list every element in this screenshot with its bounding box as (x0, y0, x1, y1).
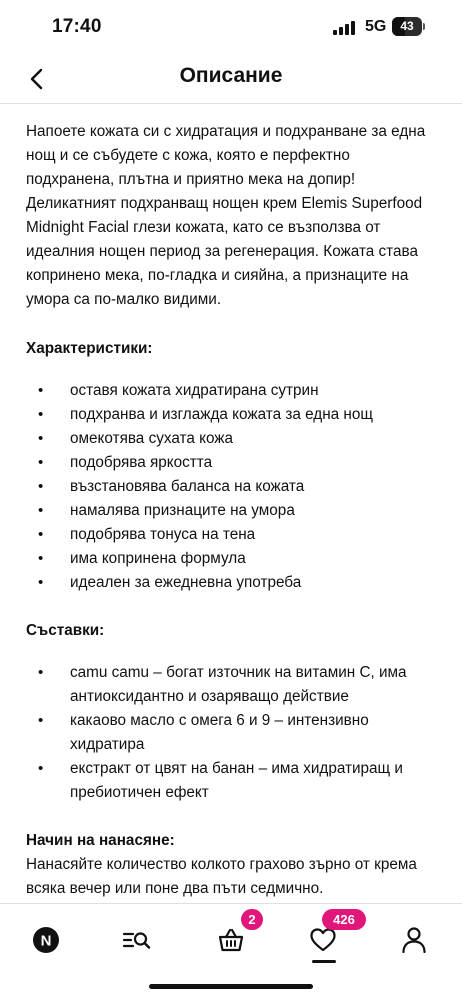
battery-icon (392, 17, 425, 36)
basket-icon (217, 927, 245, 953)
search-menu-icon (122, 928, 152, 952)
home-indicator (149, 984, 313, 989)
list-item: • екстракт от цвят на банан – има хидратиращ и пребиотичен ефект (38, 760, 403, 801)
ingredients-heading: Съставки: (26, 622, 105, 639)
list-item: • подобрява тонуса на тена (38, 526, 256, 543)
profile-icon (401, 926, 427, 954)
status-time: 17:40 (52, 16, 102, 37)
active-tab-indicator (312, 960, 336, 963)
list-item: • оставя кожата хидратирана сутрин (38, 382, 319, 399)
basket-count-badge: 2 (241, 909, 263, 930)
notino-logo-icon (32, 926, 60, 954)
list-item: • подобрява яркостта (38, 454, 213, 471)
status-bar (0, 0, 462, 54)
battery-level: 43 (400, 19, 414, 33)
page-title: Описание (179, 64, 283, 87)
heart-icon (309, 927, 337, 953)
network-type: 5G (365, 18, 387, 35)
list-item: • има копринена формула (38, 550, 246, 567)
list-item: • омекотява сухата кожа (38, 430, 234, 447)
method-text: Нанасяйте количество колкото грахово зърно от крема всяка вечер или поне два пъти седмично. (26, 856, 417, 897)
nav-header (0, 54, 462, 104)
description-content (26, 120, 438, 901)
wishlist-count-badge: 426 (322, 909, 366, 930)
description-intro: Напоете кожата си с хидратация и подхранване за една нощ и се събудете с кожа, която е перфектно подхранена, плътна и приятно мека на допир! Деликатният подхранващ нощен крем Elemis Superfood Midnight Facial глези кожата, като се възползва от идеалния нощен период за регенерация. Кожата става коприненo мека, по-гладка и сияйна, а признаците на умора са по-малко видими. (26, 123, 426, 308)
list-item: • идеален за ежедневна употреба (38, 574, 302, 591)
svg-text:N: N (40, 932, 52, 950)
cellular-signal-icon (333, 21, 355, 35)
characteristics-list (26, 379, 438, 595)
ingredients-list (26, 661, 438, 805)
tab-search[interactable] (115, 918, 159, 962)
list-item: • какаово масло с омега 6 и 9 – интензивно хидратира (38, 712, 369, 753)
tab-profile[interactable] (392, 918, 436, 962)
characteristics-heading: Характеристики: (26, 340, 153, 357)
tab-home[interactable] (24, 918, 68, 962)
list-item: • намалява признаците на умора (38, 502, 295, 519)
method-heading: Начин на нанасяне: (26, 832, 175, 849)
list-item: • camu camu – богат източник на витамин C, има антиоксидантно и озаряващо действие (38, 664, 407, 705)
list-item: • възстановява баланса на кожата (38, 478, 305, 495)
list-item: • подхранва и изглажда кожата за една нощ (38, 406, 373, 423)
